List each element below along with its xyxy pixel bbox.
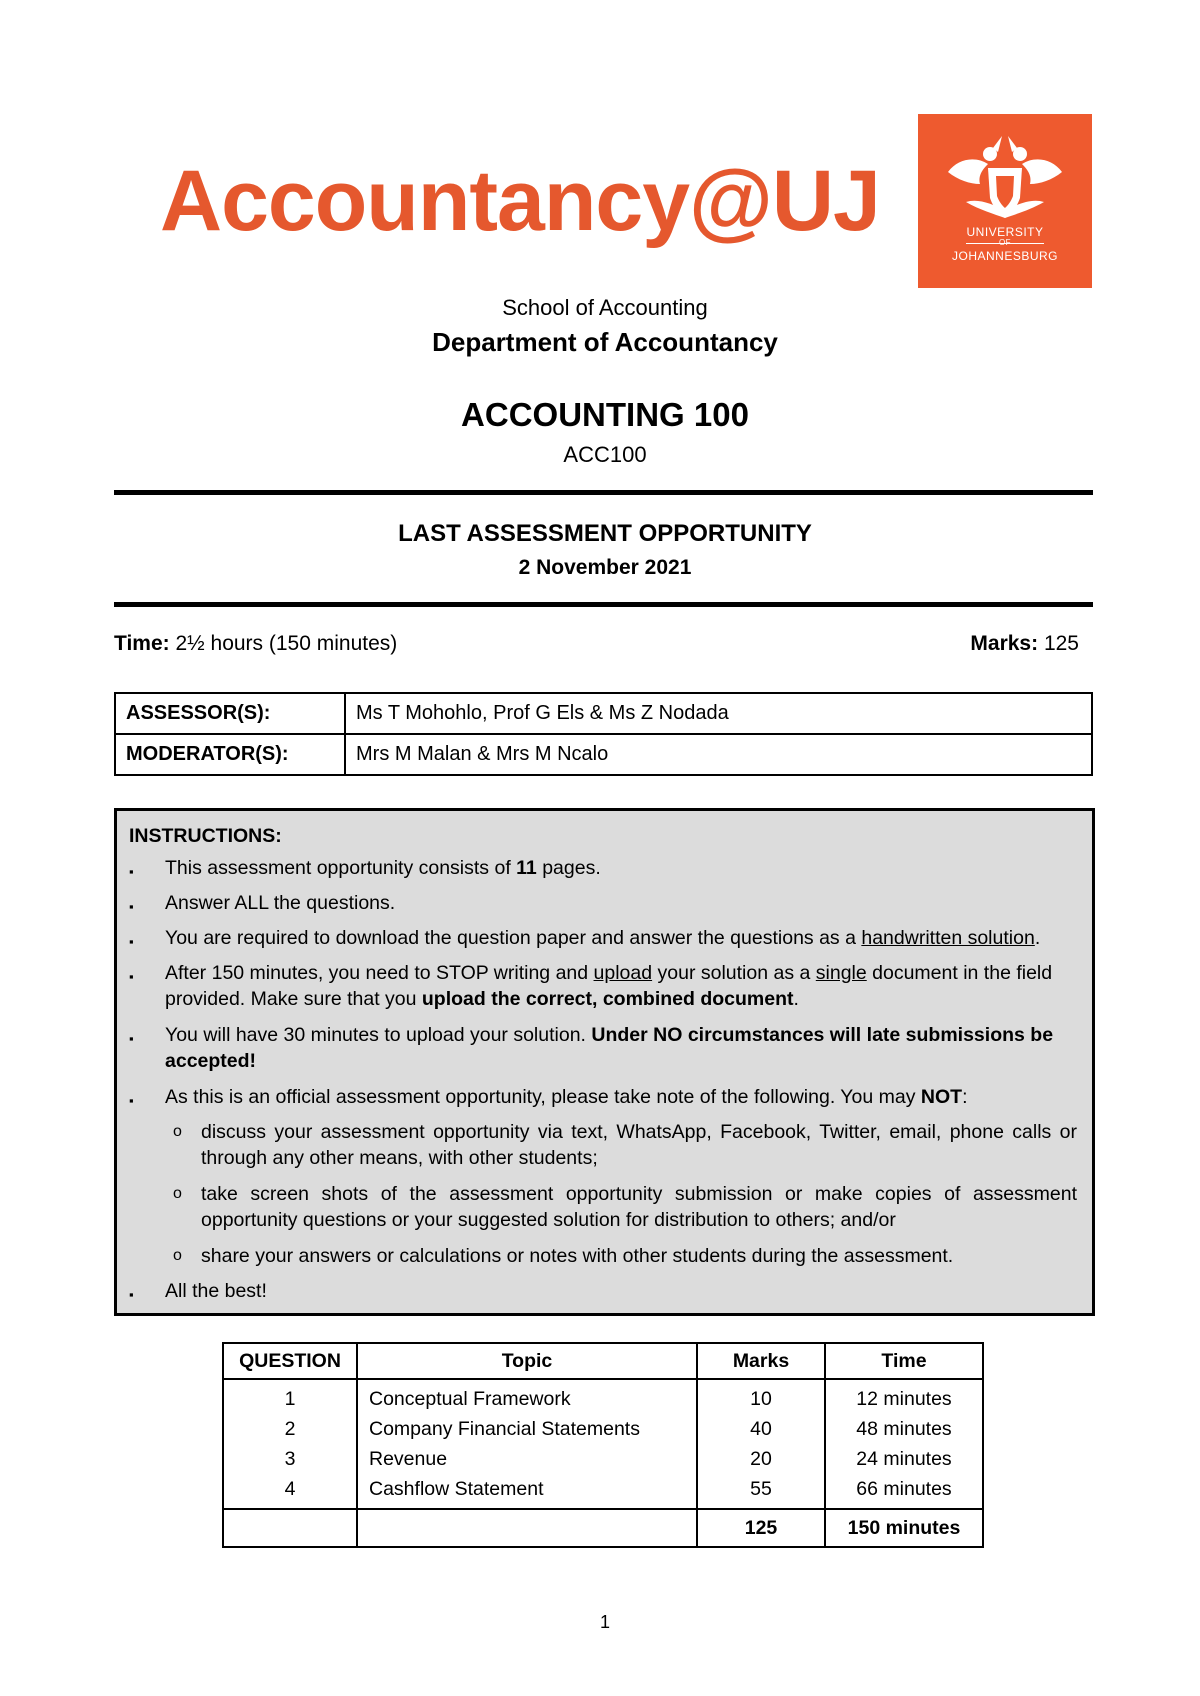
column-header: Topic bbox=[357, 1343, 697, 1379]
question-marks: 55 bbox=[697, 1474, 825, 1509]
question-marks: 10 bbox=[697, 1379, 825, 1414]
marks-label: Marks: bbox=[970, 632, 1039, 655]
bullet-icon: ▪ bbox=[129, 899, 134, 914]
department-name: Department of Accountancy bbox=[432, 327, 778, 357]
bullet-icon: ▪ bbox=[129, 1031, 134, 1046]
column-header: Marks bbox=[697, 1343, 825, 1379]
marks-value: 125 bbox=[1043, 632, 1079, 655]
total-marks: 125 bbox=[697, 1509, 825, 1547]
table-row bbox=[223, 1414, 983, 1444]
restriction-discuss: discuss your assessment opportunity via text, WhatsApp, Facebook, Twitter, email, phone calls or through any other means, with other students; bbox=[201, 1121, 1077, 1169]
divider-top bbox=[114, 490, 1093, 495]
question-marks: 40 bbox=[697, 1414, 825, 1444]
question-table bbox=[222, 1342, 984, 1548]
assessment-title: LAST ASSESSMENT OPPORTUNITY bbox=[398, 520, 812, 547]
time-marks-line bbox=[114, 632, 1079, 656]
sub-bullet-icon: o bbox=[173, 1185, 182, 1202]
table-header-row bbox=[223, 1343, 983, 1379]
table-total-row bbox=[223, 1509, 983, 1547]
instruction-pages: This assessment opportunity consists of 11 pages. bbox=[165, 857, 601, 879]
question-number: 2 bbox=[223, 1414, 357, 1444]
logo-text-university: UNIVERSITY bbox=[966, 225, 1044, 239]
moderators-label: MODERATOR(S): bbox=[115, 734, 345, 775]
sub-bullet-icon: o bbox=[173, 1123, 182, 1140]
assessors-row bbox=[115, 693, 1092, 734]
total-time: 150 minutes bbox=[825, 1509, 983, 1547]
assessors-label: ASSESSOR(S): bbox=[115, 693, 345, 734]
column-header: Time bbox=[825, 1343, 983, 1379]
table-row bbox=[223, 1474, 983, 1509]
bullet-icon: ▪ bbox=[129, 934, 134, 949]
question-number: 3 bbox=[223, 1444, 357, 1474]
question-time: 24 minutes bbox=[825, 1444, 983, 1474]
university-logo bbox=[918, 114, 1092, 288]
column-header: QUESTION bbox=[223, 1343, 357, 1379]
assessment-date: 2 November 2021 bbox=[518, 556, 692, 579]
moderators-row bbox=[115, 734, 1092, 775]
instructions-box bbox=[114, 808, 1095, 1316]
total-empty-cell bbox=[223, 1509, 357, 1547]
staff-table bbox=[114, 692, 1093, 776]
time-value: 2½ hours (150 minutes) bbox=[175, 632, 398, 655]
assessors-value: Ms T Mohohlo, Prof G Els & Ms Z Nodada bbox=[345, 693, 1092, 734]
instructions-title: INSTRUCTIONS: bbox=[129, 825, 282, 847]
logo-divider bbox=[966, 243, 1044, 244]
instruction-answer-all: Answer ALL the questions. bbox=[165, 892, 396, 914]
total-empty-cell bbox=[357, 1509, 697, 1547]
bullet-icon: ▪ bbox=[129, 864, 134, 879]
instruction-late-submission: You will have 30 minutes to upload your solution. Under NO circumstances will late submissions be accepted! bbox=[165, 1024, 1054, 1072]
sub-bullet-icon: o bbox=[173, 1247, 182, 1264]
restriction-share: share your answers or calculations or notes with other students during the assessment. bbox=[201, 1245, 954, 1267]
restriction-screenshots: take screen shots of the assessment opportunity submission or make copies of assessment opportunity questions or your suggested solution for distribution to others; and/or bbox=[201, 1183, 1077, 1231]
question-number: 1 bbox=[223, 1379, 357, 1414]
course-code: ACC100 bbox=[563, 442, 647, 467]
question-time: 12 minutes bbox=[825, 1379, 983, 1414]
moderators-value: Mrs M Malan & Mrs M Ncalo bbox=[345, 734, 1092, 775]
instruction-handwritten: You are required to download the question paper and answer the questions as a handwritten solution. bbox=[165, 927, 1041, 949]
course-title: ACCOUNTING 100 bbox=[461, 396, 749, 433]
table-row bbox=[223, 1444, 983, 1474]
divider-bottom bbox=[114, 602, 1093, 607]
page-number: 1 bbox=[599, 1612, 610, 1632]
time-label: Time: bbox=[114, 632, 170, 655]
question-topic: Revenue bbox=[357, 1444, 697, 1474]
question-time: 48 minutes bbox=[825, 1414, 983, 1444]
question-number: 4 bbox=[223, 1474, 357, 1509]
instruction-may-not: As this is an official assessment opportunity, please take note of the following. You may NOT: bbox=[165, 1086, 968, 1108]
logo-text-johannesburg: JOHANNESBURG bbox=[951, 249, 1058, 263]
marks-info bbox=[970, 632, 1079, 656]
question-marks: 20 bbox=[697, 1444, 825, 1474]
bullet-icon: ▪ bbox=[129, 1093, 134, 1108]
bullet-icon: ▪ bbox=[129, 1287, 134, 1302]
question-time: 66 minutes bbox=[825, 1474, 983, 1509]
question-topic: Cashflow Statement bbox=[357, 1474, 697, 1509]
question-topic: Conceptual Framework bbox=[357, 1379, 697, 1414]
instruction-upload: After 150 minutes, you need to STOP writing and upload your solution as a single document in the field provided. Make sure that you upload the correct, combined document. bbox=[165, 962, 1053, 1010]
bullet-icon: ▪ bbox=[129, 969, 134, 984]
table-row bbox=[223, 1379, 983, 1414]
instruction-all-the-best: All the best! bbox=[165, 1280, 267, 1302]
question-topic: Company Financial Statements bbox=[357, 1414, 697, 1444]
brand-wordmark: Accountancy@UJ bbox=[160, 153, 880, 249]
school-name: School of Accounting bbox=[502, 295, 708, 320]
